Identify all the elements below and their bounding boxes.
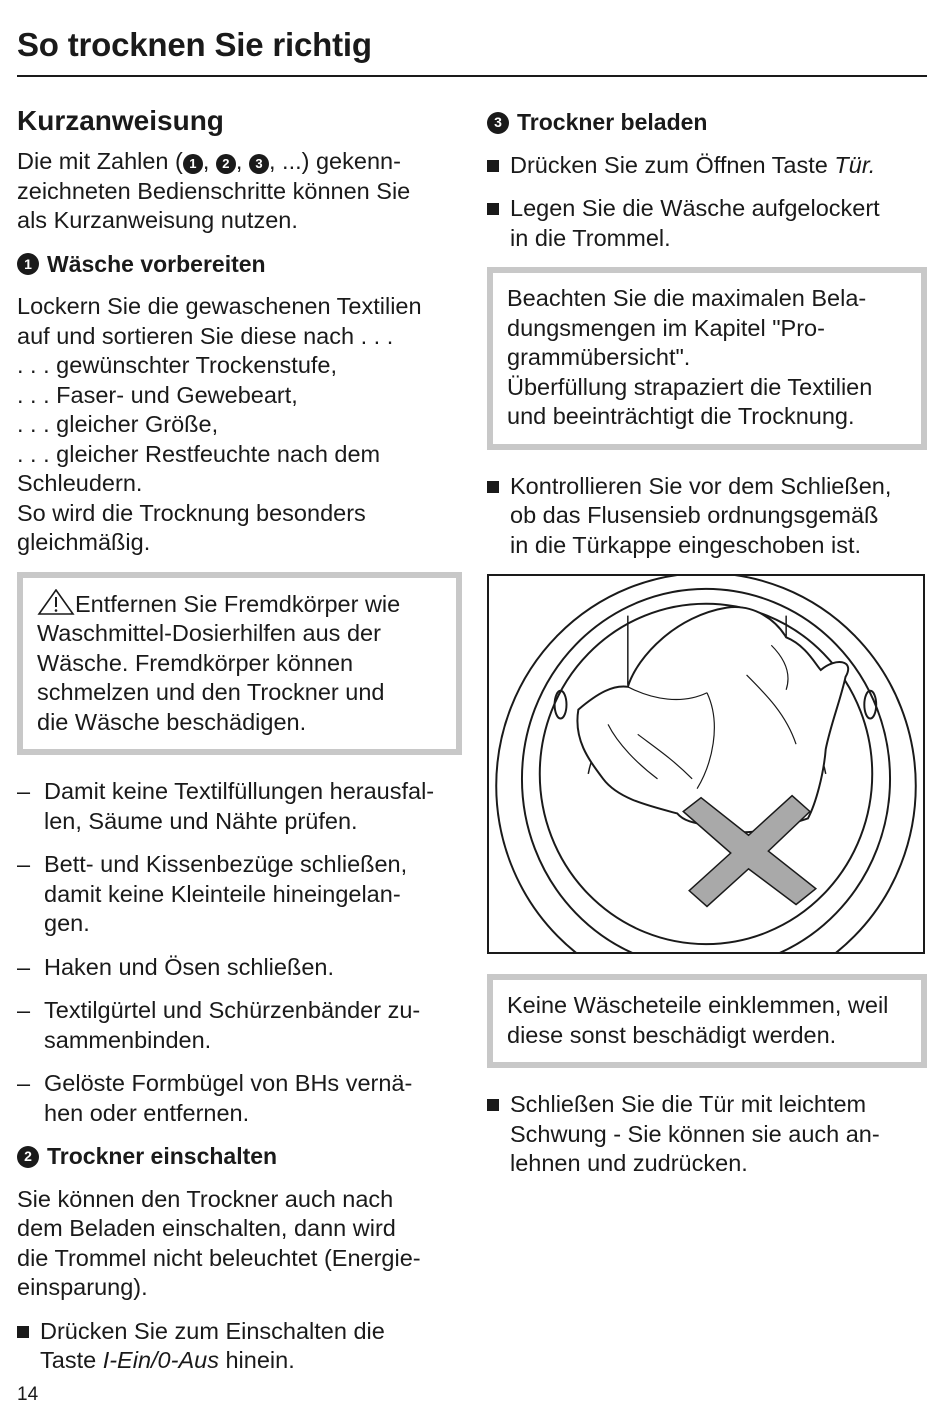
warning-box: Entfernen Sie Fremdkörper wie Waschmittel-Dosierhilfen aus der Wäsche. Fremdkörper können schmelzen und den Trockner und die Wäsche beschädigen. [17,572,462,756]
page-title: So trocknen Sie richtig [17,26,372,63]
left-column [17,104,462,1390]
list-item: – Gelöste Formbügel von BHs vernä- hen oder entfernen. [17,1070,413,1126]
bullet-square-icon [487,160,499,172]
list-item: – Haken und Ösen schließen. [17,953,334,980]
list-item: Kontrollieren Sie vor dem Schließen, ob das Flusensieb ordnungsgemäß in die Türkappe eingeschoben ist. [487,472,927,561]
step-1-paragraph: Lockern Sie die gewaschenen Textilien auf und sortieren Sie diese nach . . . . . . gewünschter Trockenstufe, . . . Faser- und Gewebeart, . . . gleicher Größe, . . . gleicher Restfeuchte nach dem Schleudern. So wird die Trocknung besonders gleichmäßig. [17,293,422,555]
intro-paragraph: Die mit Zahlen ( 1 , 2 , 3 , ...) gekenn- zeichneten Bedienschritte können Sie als Kurzanweisung nutzen. [17,148,411,233]
list-item: Legen Sie die Wäsche aufgelockert in die Trommel. [487,194,927,253]
list-item: – Damit keine Textilfüllungen herausfal- len, Säume und Nähte prüfen. [17,778,435,834]
right-column [487,108,927,1193]
step-number-1-icon: 1 [17,253,39,275]
close-door-instructions [487,1090,927,1179]
load-capacity-note: Beachten Sie die maximalen Bela- dungsmengen im Kapitel "Pro- grammübersicht". Überfüllung strapaziert die Textilien und beeinträchtigt die Trocknung. [487,267,927,450]
step-2-instructions [17,1317,462,1376]
bullet-square-icon [487,203,499,215]
power-key-name: I-Ein/0-Aus [102,1347,219,1373]
page-number: 14 [17,1384,39,1405]
step-number-3-icon: 3 [487,112,509,134]
filter-check-instructions [487,472,927,561]
list-item: – Textilgürtel und Schürzenbänder zu- sammenbinden. [17,997,421,1053]
list-item: Drücken Sie zum Einschalten die Taste I-Ein/0-Aus hinein. [17,1317,462,1376]
laundry-shape [577,607,848,832]
preparation-list [17,777,462,1128]
drum-laundry-illustration [487,574,925,954]
step-number-2-icon: 2 [17,1146,39,1168]
bullet-square-icon [487,481,499,493]
step-1-heading: 1 Wäsche vorbereiten [17,250,462,280]
step-2-heading: 2 Trockner einschalten [17,1142,462,1172]
step-3-heading: 3 Trockner beladen [487,108,927,138]
bullet-square-icon [17,1326,29,1338]
step-3-instructions [487,151,927,254]
bullet-square-icon [487,1099,499,1111]
step-number-3-icon: 3 [249,154,269,174]
list-item: Drücken Sie zum Öffnen Taste Tür. [487,151,927,181]
step-2-paragraph: Sie können den Trockner auch nach dem Beladen einschalten, dann wird die Trommel nicht beleuchtet (Energie- einsparung). [17,1185,421,1300]
step-number-1-icon: 1 [183,154,203,174]
warning-triangle-icon [37,589,75,615]
door-key-name: Tür. [834,151,876,178]
clamping-note: Keine Wäscheteile einklemmen, weil diese sonst beschädigt werden. [487,974,927,1068]
title-divider [17,75,927,77]
step-number-2-icon: 2 [216,154,236,174]
list-item: – Bett- und Kissenbezüge schließen, damit keine Kleinteile hineingelan- gen. [17,851,408,936]
list-item: Schließen Sie die Tür mit leichtem Schwung - Sie können sie auch an- lehnen und zudrücken. [487,1090,927,1179]
section-title: Kurzanweisung [17,105,224,136]
